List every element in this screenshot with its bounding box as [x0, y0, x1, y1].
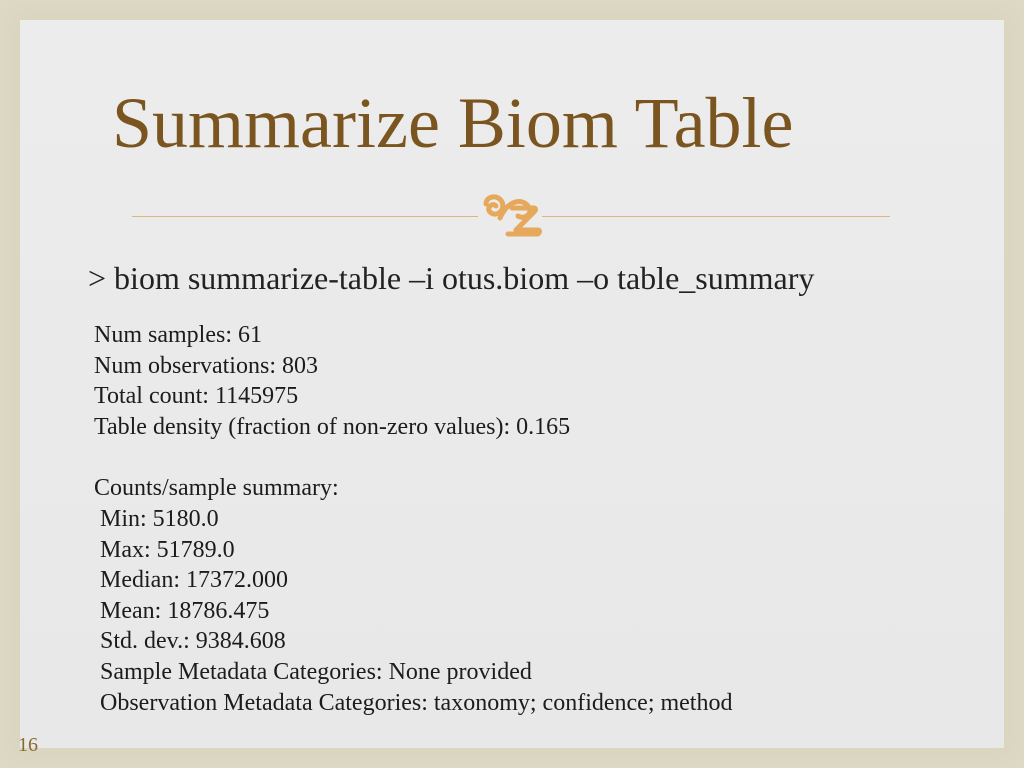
summary-block	[94, 320, 732, 718]
command-line: > biom summarize-table –i otus.biom –o table_summary	[88, 260, 815, 296]
blank-line	[94, 442, 732, 473]
title-divider-right	[542, 216, 890, 217]
slide-number: 16	[18, 734, 38, 756]
title-divider-left	[132, 216, 478, 217]
summary-num-observations: Num observations: 803	[94, 352, 318, 379]
fleuron-ornament-icon	[478, 190, 542, 240]
observation-metadata-categories: Observation Metadata Categories: taxonomy; confidence; method	[100, 689, 733, 716]
counts-min: Min: 5180.0	[100, 505, 219, 532]
sample-metadata-categories: Sample Metadata Categories: None provided	[100, 658, 532, 685]
summary-total-count: Total count: 1145975	[94, 383, 299, 410]
counts-median: Median: 17372.000	[100, 567, 288, 594]
counts-mean: Mean: 18786.475	[100, 597, 270, 624]
slide-title: Summarize Biom Table	[112, 83, 794, 163]
counts-max: Max: 51789.0	[100, 536, 235, 563]
counts-std-dev: Std. dev.: 9384.608	[100, 628, 286, 655]
counts-summary-header: Counts/sample summary:	[94, 475, 339, 502]
summary-table-density: Table density (fraction of non-zero values): 0.165	[94, 413, 571, 440]
summary-num-samples: Num samples: 61	[94, 322, 262, 348]
